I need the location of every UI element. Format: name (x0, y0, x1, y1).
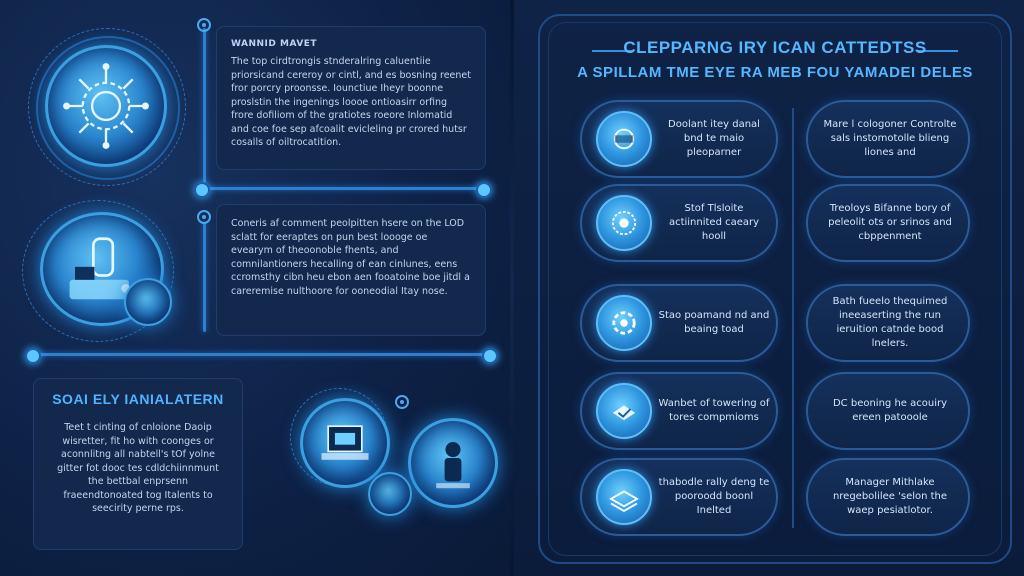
card-right-5 (806, 458, 970, 536)
right-title-line2: A SPILLAM TME EYE RA MEB FOU YAMADEI DELES (577, 64, 973, 81)
shield-check-icon (596, 383, 652, 439)
panel-divider (510, 0, 514, 576)
connector-horizontal-2 (30, 353, 486, 356)
center-rail (792, 108, 794, 528)
card-left-3-text: Stao poamand nd and beaing toad (658, 310, 770, 335)
gear-circuit-icon (596, 195, 652, 251)
small-planet-icon (124, 278, 172, 326)
connector-node-1b (194, 182, 210, 198)
card-right-1 (806, 100, 970, 178)
connector-node-top (197, 18, 211, 32)
person-scene-icon (408, 418, 498, 508)
card-right-2 (806, 184, 970, 262)
top-block-title: WANNID MAVET (231, 39, 318, 49)
gear-icon (596, 295, 652, 351)
card-left-5 (580, 458, 778, 536)
connector-node-2 (482, 348, 498, 364)
card-left-4 (580, 372, 778, 450)
card-right-4-text: DC beoning he acouiry ereen patooole (832, 398, 948, 423)
gear-flower-icon (596, 111, 652, 167)
card-left-2-text: Stof Tlsloite actiinnited caeary hooll (668, 203, 760, 242)
bottom-block-title: SOAI ELY IANIALATERN (52, 391, 224, 407)
connector-vertical-mid (203, 222, 206, 332)
card-right-1-text: Mare l cologoner Controlte sals instomotolle blieng liones and (823, 119, 957, 158)
card-right-5-text: Manager Mithlake nregebolilee 'selon the waep pesiatlotor. (832, 477, 948, 516)
middle-block-text: Coneris af comment peolpitten hsere on the LOD sclatt for eeraptes on pun best loooge oe evearym of theoonoble fhents, and comnilantioners hecalling of ean cinlunes, eens ccromsthy cibn heu ebon aen fooatoine boe jitdl a careremise nulthoore for ooneodial Itay nose. (231, 218, 470, 297)
card-left-2 (580, 184, 778, 262)
connector-horizontal-1 (200, 187, 482, 190)
cluster-node (395, 395, 409, 409)
gear-flower-icon (45, 45, 167, 167)
server-room-icon (300, 398, 390, 488)
bottom-block-text: Teet t cinting of cnloione Daoip wisretter, fit ho with coonges or aconnlitng all nabtell's tOf yolne gitter fot dooc tes cdldchiinnmunt the bettbal enprsenn fraeendtonoated tog Italents to seecirity perne rps. (57, 422, 219, 514)
middle-text-block (216, 204, 486, 336)
layers-icon (596, 469, 652, 525)
card-left-1-text: Doolant itey danal bnd te maio pleoparner (668, 119, 760, 158)
bottom-text-block (33, 378, 243, 550)
card-left-4-text: Wanbet of towering of tores compmioms (658, 398, 770, 423)
connector-node-1 (476, 182, 492, 198)
connector-vertical-top (203, 28, 206, 186)
card-right-3 (806, 284, 970, 362)
card-right-4 (806, 372, 970, 450)
small-orb-icon (368, 472, 412, 516)
card-right-2-text: Treoloys Bifanne bory of peleolit ots or srinos and cbppenment (828, 203, 952, 242)
top-text-block (216, 26, 486, 170)
top-block-text: The top cirdtrongis stnderalring caluentiie priorsicand cereroy or cintl, and es bosning reenet fror porcry proonsse. Iounctiue Iheyr boonne proslstin the ingenings loooe ontioasirr orfing frore dofiliom of the gratiotes roeore Inlomatid and coe foe sep afcoalit evicleling pr crored hutsr cosalls of oiltrocatition. (231, 56, 471, 148)
connector-node-mid (197, 210, 211, 224)
card-left-1 (580, 100, 778, 178)
connector-node-2b (25, 348, 41, 364)
right-title-line1: CLEPPARNG IRY ICAN CATTEDTSS (623, 38, 927, 57)
card-left-5-text: thabodle rally deng te pooroodd boonl Inelted (658, 477, 770, 516)
card-right-3-text: Bath fueelo thequimed ineeaserting the run ieruition catnde bood lnelers. (832, 296, 948, 349)
card-left-3 (580, 284, 778, 362)
